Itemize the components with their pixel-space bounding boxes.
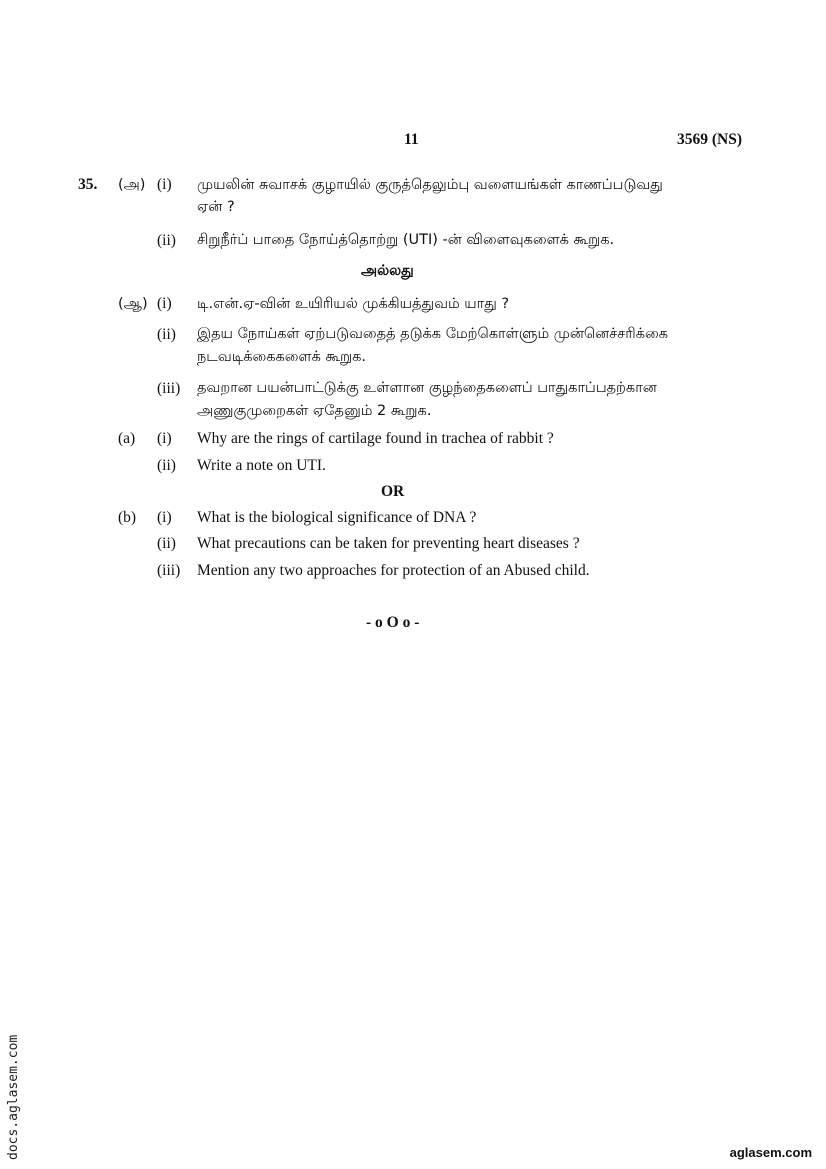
tamil-b-iii-line-2: அணுகுமுறைகள் ஏதேனும் 2 கூறுக. bbox=[197, 403, 432, 419]
paper-code: 3569 (NS) bbox=[677, 131, 743, 148]
tamil-a-label: (அ) bbox=[118, 177, 146, 193]
tamil-a-i-line-2: ஏன் ? bbox=[197, 199, 235, 215]
page-number: 11 bbox=[404, 131, 419, 148]
english-a-i-text: Why are the rings of cartilage found in trachea of rabbit ? bbox=[197, 430, 554, 447]
tamil-b-ii-num: (ii) bbox=[157, 326, 176, 343]
english-b-i-num: (i) bbox=[157, 509, 172, 526]
english-b-label: (b) bbox=[118, 509, 137, 526]
tamil-a-i-line-1: முயலின் சுவாசக் குழாயில் குருத்தெலும்பு வளையங்கள் காணப்படுவது bbox=[197, 177, 663, 193]
footer-watermark: aglasem.com bbox=[729, 1145, 812, 1160]
tamil-b-label: (ஆ) bbox=[118, 296, 148, 312]
side-watermark: docs.aglasem.com bbox=[6, 1034, 21, 1160]
tamil-a-ii-line-1: சிறுநீர்ப் பாதை நோய்த்தொற்று (UTI) -ன் விளைவுகளைக் கூறுக. bbox=[197, 232, 615, 248]
tamil-b-i-num: (i) bbox=[157, 295, 172, 312]
english-b-i-text: What is the biological significance of DNA ? bbox=[197, 509, 477, 526]
tamil-b-i-line-1: டி.என்.ஏ-வின் உயிரியல் முக்கியத்துவம் யாது ? bbox=[197, 296, 510, 312]
question-number: 35. bbox=[78, 176, 98, 193]
english-b-iii-text: Mention any two approaches for protection of an Abused child. bbox=[197, 562, 590, 579]
english-b-ii-num: (ii) bbox=[157, 535, 176, 552]
tamil-a-ii-num: (ii) bbox=[157, 232, 176, 249]
english-b-ii-text: What precautions can be taken for preventing heart diseases ? bbox=[197, 535, 580, 552]
english-a-ii-text: Write a note on UTI. bbox=[197, 457, 326, 474]
english-a-label: (a) bbox=[118, 430, 136, 447]
tamil-a-i-num: (i) bbox=[157, 176, 172, 193]
tamil-or: அல்லது bbox=[361, 263, 414, 279]
english-a-i-num: (i) bbox=[157, 430, 172, 447]
tamil-b-ii-line-1: இதய நோய்கள் ஏற்படுவதைத் தடுக்க மேற்கொள்ளும் முன்னெச்சரிக்கை bbox=[197, 326, 669, 342]
end-marker: - o O o - bbox=[366, 614, 420, 631]
tamil-b-iii-line-1: தவறான பயன்பாட்டுக்கு உள்ளான குழந்தைகளைப் பாதுகாப்பதற்கான bbox=[197, 380, 657, 396]
english-or: OR bbox=[381, 483, 405, 500]
english-a-ii-num: (ii) bbox=[157, 457, 176, 474]
english-b-iii-num: (iii) bbox=[157, 562, 181, 579]
tamil-b-iii-num: (iii) bbox=[157, 380, 181, 397]
tamil-b-ii-line-2: நடவடிக்கைகளைக் கூறுக. bbox=[197, 349, 367, 365]
